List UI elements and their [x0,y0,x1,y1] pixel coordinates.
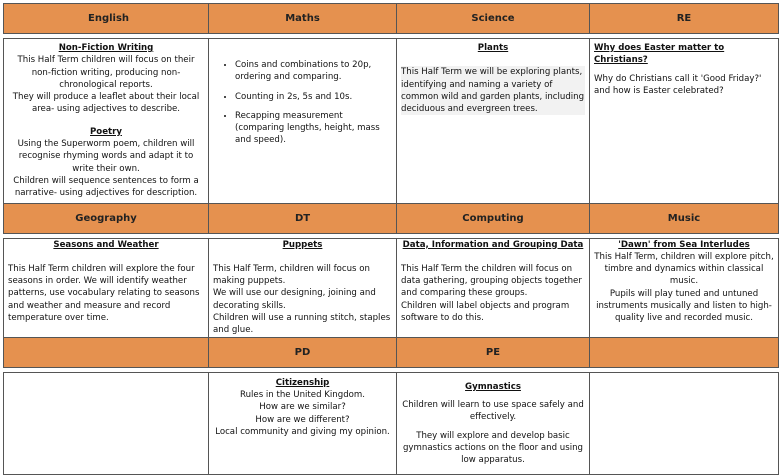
computing-title: Data, Information and Grouping Data [402,239,584,250]
dt-text-3: Children will use a running stitch, staples and glue. [213,313,391,336]
pd-line-1: Rules in the United Kingdom. [239,389,366,400]
geography-cell [4,238,209,337]
header-pd: PD [209,337,397,367]
geography-title: Seasons and Weather [53,239,159,250]
music-text-2: Pupils will play tuned and untuned instruments musically and listen to high-quality live and recorded music. [596,288,772,324]
header-re: RE [590,4,779,34]
empty-cell-1 [4,372,209,475]
maths-item-3: • Recapping measurement (comparing lengths, height, mass and speed). [235,110,388,147]
english-cell [4,39,209,204]
poetry-title: Poetry [90,126,122,137]
content-row-2 [4,238,779,337]
pe-text-1: Children will learn to use space safely and effectively. [402,399,584,423]
nonfiction-text-2: They will produce a leaflet about their local area- using adjectives to describe. [12,92,200,115]
computing-text-2: Children will label objects and program software to do this. [401,300,570,324]
re-text: Why do Christians call it 'Good Friday?' and how is Easter celebrated? [594,73,762,96]
pd-cell [209,372,397,475]
poetry-text-2: Children will sequence sentences to form a narrative- using adjectives for description. [13,175,199,199]
dt-text-2: We will use our designing, joining and decorating skills. [213,288,376,311]
dt-text-1: This Half Term, children will focus on making puppets. [213,263,370,287]
header-computing: Computing [397,203,590,233]
pd-title: Citizenship [275,377,330,388]
header-empty-1 [4,337,209,367]
pe-title: Gymnastics [465,381,521,392]
header-science: Science [397,4,590,34]
header-music: Music [590,203,779,233]
maths-item-2: • Counting in 2s, 5s and 10s. [235,91,388,103]
header-maths: Maths [209,4,397,34]
header-dt: DT [209,203,397,233]
computing-text-1: This Half Term the children will focus on data gathering, grouping objects together and comparing these groups. [401,263,582,299]
science-cell [397,39,590,204]
header-geography: Geography [4,203,209,233]
science-title: Plants [477,43,509,53]
music-text-1: This Half Term, children will explore pitch, timbre and dynamics within classical music. [594,251,774,287]
nonfiction-title: Non-Fiction Writing [58,43,154,53]
computing-cell [397,238,590,337]
pd-line-4: Local community and giving my opinion. [215,426,390,437]
pe-text-2: They will explore and develop basic gymnastics actions on the floor and using low apparatus. [402,430,584,466]
content-row-1 [4,39,779,204]
pe-cell [397,372,590,475]
header-row-3 [4,337,779,367]
header-empty-2 [590,337,779,367]
pd-line-3: How are we different? [255,414,350,425]
content-row-3 [4,372,779,475]
maths-item-1: • Coins and combinations to 20p, ordering and comparing. [235,59,388,84]
poetry-text-1: Using the Superworm poem, children will recognise rhyming words and adapt it to write their own. [17,139,195,174]
header-english: English [4,4,209,34]
re-cell [590,39,779,204]
music-cell [590,238,779,337]
geography-text: This Half Term children will explore the four seasons in order. We will identify weather patterns, use vocabulary relating to seasons and weather and measure and record temperature over time. [8,263,200,324]
header-row-1 [4,4,779,34]
empty-cell-2 [590,372,779,475]
science-text: This Half Term we will be exploring plants, identifying and naming a variety of common wild and garden plants, including deciduous and evergreen trees. [401,67,585,115]
dt-title: Puppets [282,239,323,250]
pd-line-2: How are we similar? [259,402,346,413]
header-pe: PE [397,337,590,367]
re-title: Why does Easter matter to Christians? [594,43,725,66]
header-row-2 [4,203,779,233]
nonfiction-text-1: This Half Term children will focus on their non-fiction writing, producing non-chronological reports. [17,55,195,90]
curriculum-table [3,3,779,475]
maths-list [217,59,388,147]
maths-cell [209,39,397,204]
music-title: 'Dawn' from Sea Interludes [618,239,750,250]
dt-cell [209,238,397,337]
